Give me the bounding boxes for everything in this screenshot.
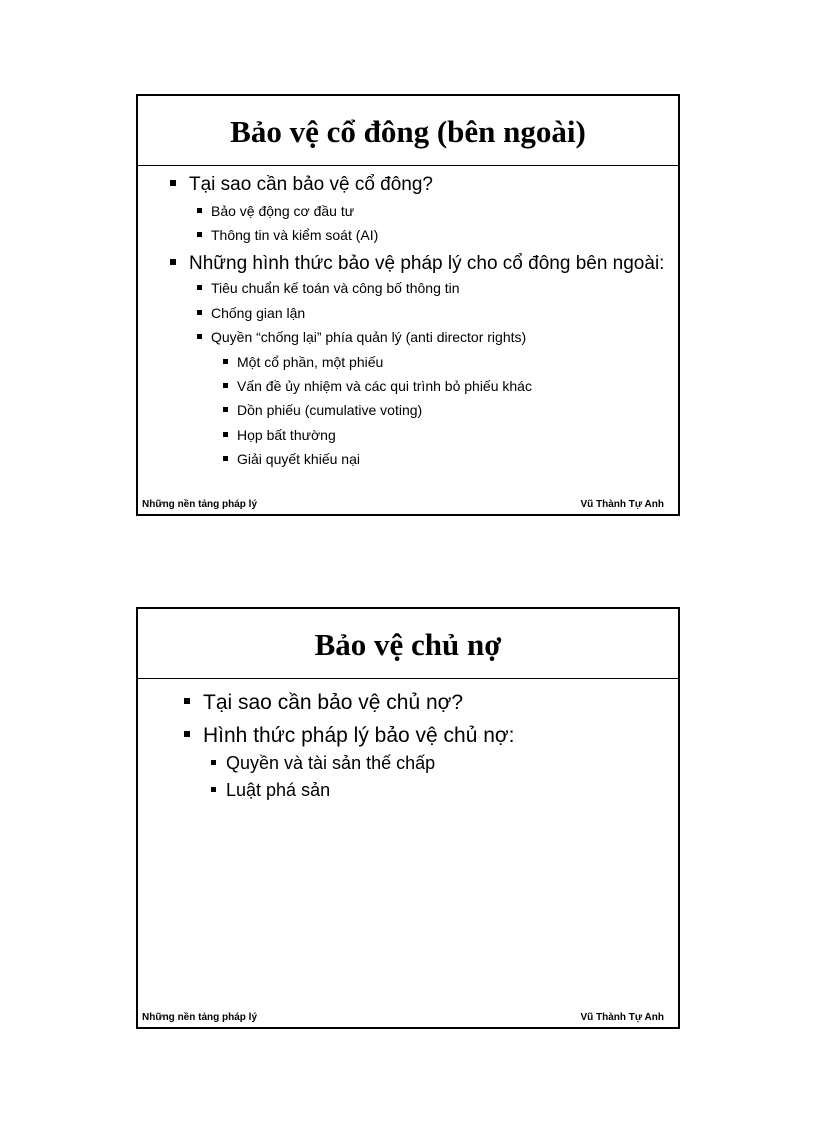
square-bullet-icon: [197, 334, 202, 339]
slide-1: [136, 94, 680, 516]
square-bullet-icon: [197, 208, 202, 213]
square-bullet-icon: [223, 432, 228, 437]
footer-course-title: Những nền tảng pháp lý: [142, 499, 258, 510]
title-divider: [138, 678, 678, 679]
bullet-item: Quyền “chống lại” phía quản lý (anti director rights): [197, 329, 526, 345]
slide-title: Bảo vệ chủ nợ: [314, 627, 502, 662]
footer-author: Vũ Thành Tự Anh: [580, 1012, 664, 1023]
bullet-item: Tiêu chuẩn kế toán và công bố thông tin: [197, 280, 460, 296]
bullet-item: Tại sao cần bảo vệ cổ đông?: [170, 174, 433, 196]
bullet-item: Thông tin và kiểm soát (AI): [197, 227, 378, 243]
bullet-item: Luật phá sản: [211, 780, 330, 801]
square-bullet-icon: [223, 456, 228, 461]
square-bullet-icon: [211, 787, 216, 792]
bullet-item: Giải quyết khiếu nại: [223, 451, 360, 467]
footer-author: Vũ Thành Tự Anh: [580, 499, 664, 510]
square-bullet-icon: [197, 232, 202, 237]
bullet-item: Quyền và tài sản thế chấp: [211, 753, 435, 774]
square-bullet-icon: [223, 359, 228, 364]
slide-2: [136, 607, 680, 1029]
bullet-item: Chống gian lận: [197, 305, 305, 321]
square-bullet-icon: [170, 180, 176, 186]
bullet-item: Họp bất thường: [223, 427, 336, 443]
square-bullet-icon: [197, 310, 202, 315]
square-bullet-icon: [184, 731, 190, 737]
square-bullet-icon: [184, 698, 190, 704]
bullet-item: Hình thức pháp lý bảo vệ chủ nợ:: [184, 724, 515, 748]
title-divider: [138, 165, 678, 166]
bullet-item: Dồn phiếu (cumulative voting): [223, 402, 422, 418]
bullet-item: Vấn đề ủy nhiệm và các qui trình bỏ phiếu khác: [223, 378, 532, 394]
bullet-item: Tại sao cần bảo vệ chủ nợ?: [184, 691, 463, 715]
bullet-item: Bảo vệ động cơ đầu tư: [197, 203, 354, 219]
square-bullet-icon: [223, 407, 228, 412]
square-bullet-icon: [223, 383, 228, 388]
bullet-item: Những hình thức bảo vệ pháp lý cho cổ đông bên ngoài:: [170, 253, 664, 275]
square-bullet-icon: [197, 285, 202, 290]
bullet-item: Một cổ phần, một phiếu: [223, 354, 383, 370]
footer-course-title: Những nền tảng pháp lý: [142, 1012, 258, 1023]
square-bullet-icon: [170, 259, 176, 265]
square-bullet-icon: [211, 760, 216, 765]
slide-title: Bảo vệ cổ đông (bên ngoài): [230, 114, 586, 149]
